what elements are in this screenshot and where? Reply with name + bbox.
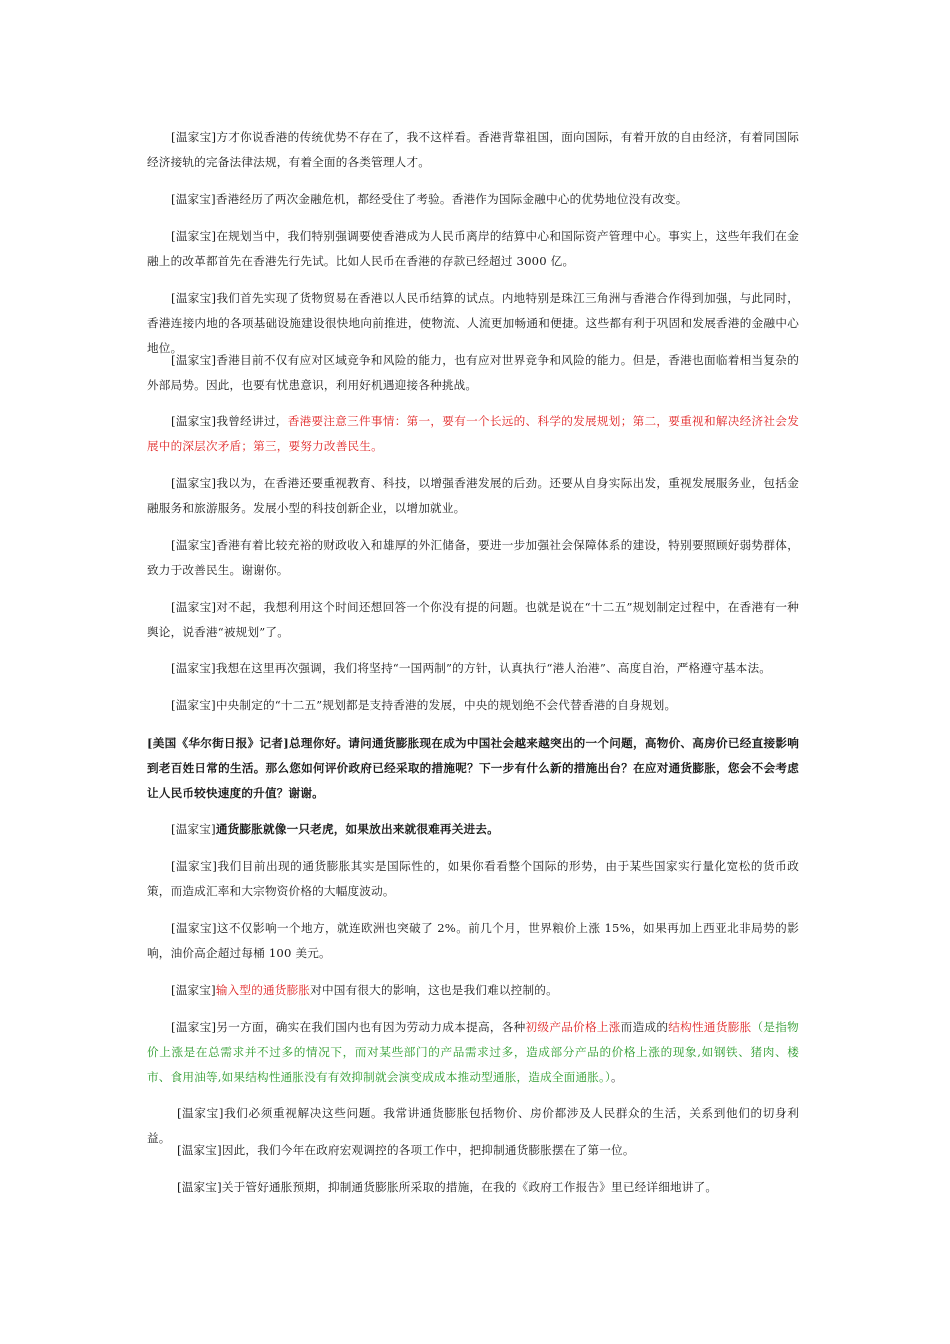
paragraph-10	[147, 656, 799, 681]
text-segment: [温家宝]我以为，在香港还要重视教育、科技，以增强香港发展的后劲。还要从自身实际出发，重视发展服务业，包括金融服务和旅游服务。发展小型的科技创新企业，以增加就业。	[147, 476, 799, 515]
paragraph-11	[147, 693, 799, 718]
text-segment: 而造成的	[620, 1020, 669, 1034]
text-segment: [温家宝]关于管好通胀预期，抑制通货膨胀所采取的措施，在我的《政府工作报告》里已经详细地讲了。	[177, 1180, 718, 1194]
text-segment: [温家宝]我想在这里再次强调，我们将坚持“一国两制”的方针，认真执行“港人治港”、高度自治，严格遵守基本法。	[171, 661, 772, 675]
text-segment: 。	[611, 1070, 623, 1084]
text-segment: [温家宝]这不仅影响一个地方，就连欧洲也突破了 2%。前几个月，世界粮价上涨 15%，如果再加上西亚北非局势的影响，油价高企超过每桶 100 美元。	[147, 921, 799, 960]
text-segment: [美国《华尔街日报》记者]总理你好。请问通货膨胀现在成为中国社会越来越突出的一个问题，高物价、高房价已经直接影响到老百姓日常的生活。那么您如何评价政府已经采取的措施呢？下一步有什么新的措施出台？在应对通货膨胀，您会不会考虑让人民币较快速度的升值？谢谢。	[147, 736, 799, 800]
paragraph-7	[147, 471, 799, 521]
paragraph-20	[147, 1175, 799, 1200]
text-segment: 输入型的通货膨胀	[215, 983, 311, 997]
text-segment: [温家宝]在规划当中，我们特别强调要使香港成为人民币离岸的结算中心和国际资产管理中心。事实上，这些年我们在金融上的改革都首先在香港先行先试。比如人民币在香港的存款已经超过 3000 亿。	[147, 229, 799, 268]
text-segment: [温家宝]我们必须重视解决这些问题。我常讲通货膨胀包括物价、房价都涉及人民群众的生活，关系到他们的切身利益。	[147, 1106, 799, 1145]
text-segment: [温家宝]	[171, 983, 216, 997]
paragraph-15	[147, 916, 799, 966]
text-segment: [温家宝]我曾经讲过，	[171, 414, 288, 428]
text-segment: [温家宝]因此，我们今年在政府宏观调控的各项工作中，把抑制通货膨胀摆在了第一位。	[177, 1143, 635, 1157]
paragraph-19	[147, 1138, 799, 1163]
paragraph-6	[147, 409, 799, 459]
text-segment: [温家宝]香港目前不仅有应对区域竞争和风险的能力，也有应对世界竞争和风险的能力。但是，香港也面临着相当复杂的外部局势。因此，也要有忧患意识，利用好机遇迎接各种挑战。	[147, 353, 799, 392]
text-segment: [温家宝]香港有着比较充裕的财政收入和雄厚的外汇储备，要进一步加强社会保障体系的建设，特别要照顾好弱势群体，致力于改善民生。谢谢你。	[147, 538, 799, 577]
paragraph-17	[147, 1015, 799, 1090]
text-segment: [温家宝]香港经历了两次金融危机，都经受住了考验。香港作为国际金融中心的优势地位没有改变。	[171, 192, 688, 206]
text-segment: 对中国有很大的影响，这也是我们难以控制的。	[310, 983, 558, 997]
paragraph-1	[147, 125, 799, 175]
paragraph-9	[147, 595, 799, 645]
text-segment: （是指物价上涨是在总需求并不过多的情况下，而对某些部门的产品需求过多，造成部分产品的价格上涨的现象,如钢铁、猪肉、楼市、食用油等,如果结构性通胀没有有效抑制就会演变成成本推动型通胀，造成全面通胀。）	[147, 1020, 799, 1084]
paragraph-13	[147, 817, 799, 842]
text-segment: [温家宝]另一方面，确实在我们国内也有因为劳动力成本提高，各种	[171, 1020, 526, 1034]
paragraph-16	[147, 978, 799, 1003]
text-segment: [温家宝]我们目前出现的通货膨胀其实是国际性的，如果你看看整个国际的形势，由于某些国家实行量化宽松的货币政策，而造成汇率和大宗物资价格的大幅度波动。	[147, 859, 799, 898]
paragraph-14	[147, 854, 799, 904]
text-segment: [温家宝]	[171, 822, 216, 836]
text-segment: [温家宝]我们首先实现了货物贸易在香港以人民币结算的试点。内地特别是珠江三角洲与香港合作得到加强，与此同时，香港连接内地的各项基础设施建设很快地向前推进，使物流、人流更加畅通和便捷。这些都有利于巩固和发展香港的金融中心地位。	[147, 291, 799, 355]
text-segment: 香港要注意三件事情：第一，要有一个长远的、科学的发展规划；第二，要重视和解决经济社会发展中的深层次矛盾；第三，要努力改善民生。	[147, 414, 799, 453]
text-segment: [温家宝]对不起，我想利用这个时间还想回答一个你没有提的问题。也就是说在“十二五”规划制定过程中，在香港有一种舆论，说香港“被规划”了。	[147, 600, 799, 639]
paragraph-5	[147, 348, 799, 398]
text-segment: 初级产品价格上涨	[525, 1020, 621, 1034]
text-segment: 通货膨胀就像一只老虎，如果放出来就很难再关进去。	[215, 822, 499, 836]
paragraph-2	[147, 187, 799, 212]
paragraph-8	[147, 533, 799, 583]
paragraph-3	[147, 224, 799, 274]
text-segment: [温家宝]中央制定的“十二五”规划都是支持香港的发展，中央的规划绝不会代替香港的自身规划。	[171, 698, 677, 712]
paragraph-12-question	[147, 731, 799, 806]
text-segment: 结构性通货膨胀	[668, 1020, 752, 1034]
text-segment: [温家宝]方才你说香港的传统优势不存在了，我不这样看。香港背靠祖国，面向国际，有着开放的自由经济，有着同国际经济接轨的完备法律法规，有着全面的各类管理人才。	[147, 130, 799, 169]
